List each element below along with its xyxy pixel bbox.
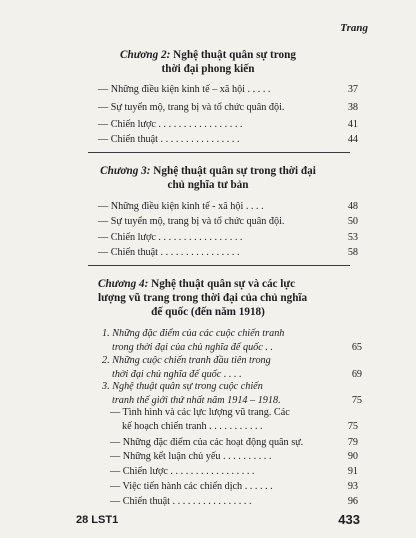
toc-row-page: 37: [347, 84, 358, 95]
toc-row-line1: — Tình hình và các lực lượng vũ trang. Các: [110, 407, 290, 418]
numbered-item-page: 69: [351, 368, 362, 380]
toc-row-page: 96: [347, 496, 358, 507]
chapter-2-label: Chương 2:: [120, 49, 171, 61]
section-divider: [88, 152, 350, 153]
numbered-item: [102, 327, 362, 354]
chapter-2-heading: [0, 48, 416, 76]
toc-row-page: 58: [347, 247, 358, 258]
page-header-trang: Trang: [340, 22, 368, 34]
toc-row: [110, 406, 358, 434]
toc-row-text: — Sự tuyển mộ, trang bị và tổ chức quân đội.: [98, 216, 285, 227]
toc-row-page: 48: [347, 201, 358, 212]
numbered-item-line1: 2. Những cuộc chiến tranh đầu tiên trong: [102, 355, 271, 366]
numbered-item-page: 65: [351, 341, 362, 353]
chapter-4-label: Chương 4:: [98, 278, 149, 290]
toc-row-page: 90: [347, 451, 358, 462]
chapter-3-title-line1: Nghệ thuật quân sự trong thời đại: [153, 165, 316, 177]
section-divider: [88, 265, 350, 266]
toc-row-text: — Những điều kiện kinh tế – xã hội . . . . .: [98, 84, 271, 95]
numbered-item: [102, 380, 362, 407]
toc-row-page: 93: [347, 481, 358, 492]
toc-row-text: — Việc tiến hành các chiến dịch . . . . . .: [110, 481, 273, 492]
chapter-4-title-line2: lượng vũ trang trong thời đại của chủ nghĩa: [98, 292, 308, 304]
chapter-2-title-line2: thời đại phong kiến: [161, 63, 255, 75]
numbered-item-line1: 1. Những đặc điểm của các cuộc chiến tranh: [102, 328, 285, 339]
toc-row-line2: kế hoạch chiến tranh . . . . . . . . . . .: [122, 421, 263, 432]
toc-row-page: 50: [347, 216, 358, 227]
toc-row-page: 44: [347, 134, 358, 145]
chapter-2-title-line1: Nghệ thuật quân sự trong: [173, 49, 296, 61]
toc-row-page: 38: [347, 102, 358, 113]
chapter-3-title-line2: chủ nghĩa tư bản: [167, 179, 249, 191]
numbered-item-line2: tranh thế giới thứ nhất năm 1914 – 1918.: [112, 394, 281, 406]
toc-row-text: — Những điều kiện kinh tế - xã hội . . . .: [98, 201, 264, 212]
toc-row-text: — Những kết luận chủ yếu . . . . . . . . . .: [110, 451, 272, 462]
numbered-item-line2: thời đại chủ nghĩa đế quốc . . . .: [112, 368, 242, 380]
numbered-item: [102, 354, 362, 381]
toc-row-page: 53: [347, 232, 358, 243]
toc-row-text: — Chiến lược . . . . . . . . . . . . . . . . .: [110, 466, 255, 477]
toc-row-text: — Những đặc điểm của các hoạt động quân sự.: [110, 437, 304, 448]
chapter-4-title-line1: Nghệ thuật quân sự và các lực: [151, 278, 296, 290]
toc-row-text: — Chiến lược . . . . . . . . . . . . . . . . .: [98, 232, 243, 243]
toc-row-page: 91: [347, 466, 358, 477]
toc-row-text: — Chiến thuật . . . . . . . . . . . . . . . .: [110, 496, 252, 507]
chapter-3-heading: [0, 164, 416, 192]
toc-row-text: — Chiến thuật . . . . . . . . . . . . . . . .: [98, 247, 240, 258]
toc-row-text: — Sự tuyển mộ, trang bị và tổ chức quân đội.: [98, 102, 285, 113]
toc-row-page: 75: [347, 421, 358, 432]
footer-signature: 28 LST1: [76, 514, 119, 526]
toc-row-page: 79: [347, 437, 358, 448]
numbered-item-line1: 3. Nghệ thuật quân sự trong cuộc chiến: [102, 381, 263, 392]
toc-row-page: 41: [347, 119, 358, 130]
toc-row-text: — Chiến thuật . . . . . . . . . . . . . . . .: [98, 134, 240, 145]
chapter-3-label: Chương 3:: [100, 165, 151, 177]
chapter-4-title-line3: đế quốc (đến năm 1918): [151, 306, 265, 318]
numbered-item-page: 75: [351, 394, 362, 406]
chapter-4-heading: [98, 277, 358, 319]
page-number: 433: [338, 512, 360, 527]
toc-row-text: — Chiến lược . . . . . . . . . . . . . . . . .: [98, 119, 243, 130]
numbered-item-line2: trong thời đại của chủ nghĩa đế quốc . .: [112, 341, 273, 353]
